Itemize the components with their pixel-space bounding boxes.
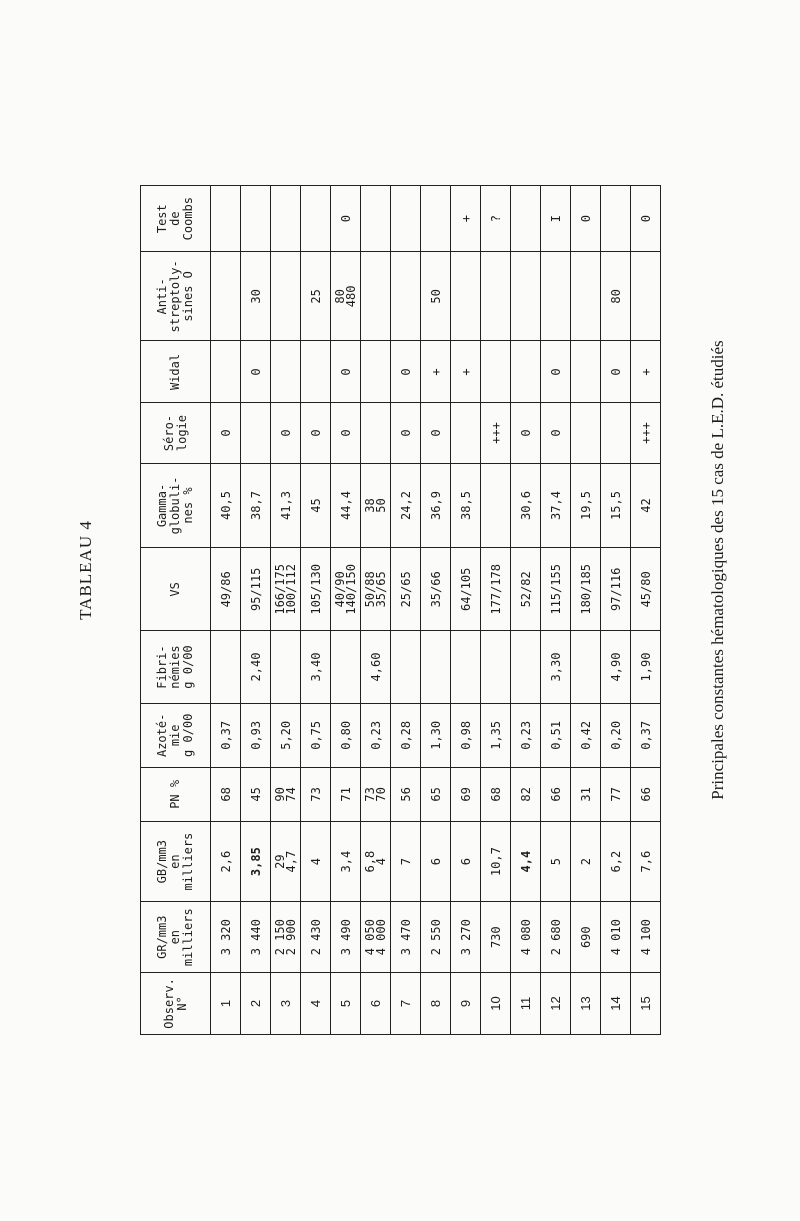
table-cell: 40/90 140/150 [331,548,361,631]
table-row [211,186,241,1035]
table-cell: 5 [541,821,571,902]
table-cell [271,341,301,403]
observation-number-cell: 8 [421,972,451,1034]
table-cell: 56 [391,767,421,821]
table-cell: 6,8 4 [361,821,391,902]
observation-number-cell: 11 [511,972,541,1034]
table-cell: 0 [241,341,271,403]
observation-number-cell: 12 [541,972,571,1034]
table-cell [571,631,601,703]
table-cell: 44,4 [331,463,361,548]
table-cell: +++ [631,403,661,463]
table-cell: 3,4 [331,821,361,902]
table-cell: 95/115 [241,548,271,631]
table-cell: 6,2 [601,821,631,902]
table-cell [571,403,601,463]
table-cell: 80 480 [331,252,361,341]
table-cell: 177/178 [481,548,511,631]
observation-number-cell: 9 [451,972,481,1034]
table-cell: 38,5 [451,463,481,548]
table-row [571,186,601,1035]
table-cell: ? [481,186,511,252]
table-cell: 4 100 [631,902,661,972]
column-header: Widal [141,341,211,403]
table-cell [451,631,481,703]
table-body [211,186,661,1035]
table-cell [631,252,661,341]
column-header: VS [141,548,211,631]
table-cell: 30 [241,252,271,341]
table-cell: 166/175 100/112 [271,548,301,631]
table-cell: 65 [421,767,451,821]
table-header-row [141,186,211,1035]
table-cell: 4 [301,821,331,902]
observation-number-cell: 14 [601,972,631,1034]
table-cell [301,341,331,403]
table-cell: 0 [631,186,661,252]
table-cell: 0 [331,186,361,252]
table-cell: 3,30 [541,631,571,703]
table-cell: 80 [601,252,631,341]
table-cell: 0,42 [571,703,601,767]
table-cell: 25/65 [391,548,421,631]
column-header: Azoté- mie g 0/00 [141,703,211,767]
table-cell: 1,30 [421,703,451,767]
observation-number-cell: 10 [481,972,511,1034]
table-cell: 37,4 [541,463,571,548]
table-cell: 180/185 [571,548,601,631]
observation-number-cell: 1 [211,972,241,1034]
table-cell: 66 [541,767,571,821]
table-cell: 0 [331,341,361,403]
observation-number-cell: 13 [571,972,601,1034]
table-row [331,186,361,1035]
table-caption: Principales constantes hématologiques des 15 cas de L.E.D. étudiés [708,340,727,800]
hematology-table [140,185,661,1035]
table-cell [511,186,541,252]
table-cell [481,341,511,403]
table-cell: 64/105 [451,548,481,631]
table-cell: 97/116 [601,548,631,631]
table-cell: 1,35 [481,703,511,767]
table-cell [601,186,631,252]
table-cell: 45 [241,767,271,821]
table-cell: 0,23 [361,703,391,767]
table-cell [481,252,511,341]
table-cell: 68 [481,767,511,821]
observation-number-cell: 4 [301,972,331,1034]
table-cell: 3 270 [451,902,481,972]
table-cell: 3,85 [241,821,271,902]
table-cell: 49/86 [211,548,241,631]
table-cell [241,403,271,463]
table-cell: 0,75 [301,703,331,767]
table-row [481,186,511,1035]
table-cell: 0 [511,403,541,463]
column-header: Fibri- némies g 0/00 [141,631,211,703]
table-cell: 4 080 [511,902,541,972]
table-cell: I [541,186,571,252]
table-cell [361,252,391,341]
column-header: Anti- streptoly- sines O [141,252,211,341]
table-cell: 4,4 [511,821,541,902]
table-cell: 2 430 [301,902,331,972]
table-cell [361,403,391,463]
table-cell: 0 [391,341,421,403]
table-cell: 82 [511,767,541,821]
table-cell: 1,90 [631,631,661,703]
table-cell: 0 [271,403,301,463]
table-cell: 0,93 [241,703,271,767]
table-cell: + [421,341,451,403]
table-cell: 2,40 [241,631,271,703]
table-cell: 0,23 [511,703,541,767]
table-cell: 19,5 [571,463,601,548]
table-cell: 0,98 [451,703,481,767]
table-cell: 3 490 [331,902,361,972]
table-cell: 2,6 [211,821,241,902]
table-cell: 29 4,7 [271,821,301,902]
table-cell [481,463,511,548]
table-cell [511,252,541,341]
table-cell [391,631,421,703]
table-cell [391,252,421,341]
table-cell: 6 [451,821,481,902]
column-header: Test de Coombs [141,186,211,252]
column-header: Séro- logie [141,403,211,463]
table-cell: 5,20 [271,703,301,767]
table-cell: 24,2 [391,463,421,548]
table-cell [451,403,481,463]
table-row [451,186,481,1035]
table-cell: 0 [601,341,631,403]
table-cell: 30,6 [511,463,541,548]
table-cell: 3 440 [241,902,271,972]
table-cell [211,186,241,252]
table-row [271,186,301,1035]
table-cell: 4,90 [601,631,631,703]
table-cell: 90 74 [271,767,301,821]
table-row [601,186,631,1035]
table-cell [511,631,541,703]
table-cell: + [451,186,481,252]
column-header: GR/mm3 en milliers [141,902,211,972]
table-cell: 0 [331,403,361,463]
rotated-table-container [140,185,654,1035]
table-cell: 7 [391,821,421,902]
observation-number-cell: 2 [241,972,271,1034]
table-cell [241,186,271,252]
table-cell: 73 70 [361,767,391,821]
table-cell: 105/130 [301,548,331,631]
table-row [241,186,271,1035]
table-cell: 3,40 [301,631,331,703]
table-row [421,186,451,1035]
table-cell: +++ [481,403,511,463]
table-cell: 25 [301,252,331,341]
page-title: TABLEAU 4 [76,520,95,620]
table-cell: 71 [331,767,361,821]
table-cell: 6 [421,821,451,902]
table-cell [481,631,511,703]
observation-number-cell: 7 [391,972,421,1034]
table-row [391,186,421,1035]
table-cell [301,186,331,252]
table-cell: 3 470 [391,902,421,972]
table-cell: 0,20 [601,703,631,767]
table-cell [211,341,241,403]
table-cell: 7,6 [631,821,661,902]
table-cell [571,252,601,341]
table-cell [271,252,301,341]
column-header: Gamma- globuli- nes % [141,463,211,548]
table-cell [391,186,421,252]
table-cell: 2 [571,821,601,902]
table-cell [511,341,541,403]
table-cell: 4,60 [361,631,391,703]
table-row [511,186,541,1035]
table-cell: 4 010 [601,902,631,972]
table-cell: 45 [301,463,331,548]
table-row [631,186,661,1035]
table-cell: 31 [571,767,601,821]
table-cell [571,341,601,403]
observation-number-cell: 15 [631,972,661,1034]
table-cell: 69 [451,767,481,821]
table-cell: 0,37 [211,703,241,767]
table-cell: 0 [211,403,241,463]
table-cell: 68 [211,767,241,821]
table-row [301,186,331,1035]
column-header: GB/mm3 en milliers [141,821,211,902]
table-cell [361,186,391,252]
table-cell [211,252,241,341]
table-cell: 77 [601,767,631,821]
table-cell: 0 [391,403,421,463]
table-cell: 2 150 2 900 [271,902,301,972]
column-header: Observ. N° [141,972,211,1034]
table-cell: 38,7 [241,463,271,548]
table-cell: 0 [541,341,571,403]
table-cell: 0 [541,403,571,463]
table-cell: + [631,341,661,403]
table-cell: 42 [631,463,661,548]
table-cell [601,403,631,463]
table-cell: 4 050 4 000 [361,902,391,972]
table-cell [451,252,481,341]
table-cell: 45/80 [631,548,661,631]
table-cell [211,631,241,703]
table-row [541,186,571,1035]
table-cell [271,186,301,252]
table-cell [541,252,571,341]
column-header: PN % [141,767,211,821]
table-cell: + [451,341,481,403]
table-cell [271,631,301,703]
table-cell: 15,5 [601,463,631,548]
table-cell: 52/82 [511,548,541,631]
table-cell: 73 [301,767,331,821]
table-cell: 690 [571,902,601,972]
table-cell: 50 [421,252,451,341]
table-row [361,186,391,1035]
observation-number-cell: 5 [331,972,361,1034]
table-cell: 730 [481,902,511,972]
table-cell: 115/155 [541,548,571,631]
table-cell [331,631,361,703]
table-cell: 40,5 [211,463,241,548]
table-cell: 38 50 [361,463,391,548]
table-cell [421,631,451,703]
table-cell: 2 550 [421,902,451,972]
table-cell: 50/88 35/65 [361,548,391,631]
observation-number-cell: 6 [361,972,391,1034]
observation-number-cell: 3 [271,972,301,1034]
table-cell: 10,7 [481,821,511,902]
table-cell: 0 [571,186,601,252]
table-cell: 0,80 [331,703,361,767]
table-cell: 66 [631,767,661,821]
table-cell: 2 680 [541,902,571,972]
table-cell: 0 [301,403,331,463]
table-cell: 0 [421,403,451,463]
table-cell [361,341,391,403]
table-cell: 36,9 [421,463,451,548]
table-cell: 41,3 [271,463,301,548]
table-cell [421,186,451,252]
table-cell: 3 320 [211,902,241,972]
table-cell: 0,51 [541,703,571,767]
table-cell: 0,37 [631,703,661,767]
table-cell: 35/66 [421,548,451,631]
table-cell: 0,28 [391,703,421,767]
